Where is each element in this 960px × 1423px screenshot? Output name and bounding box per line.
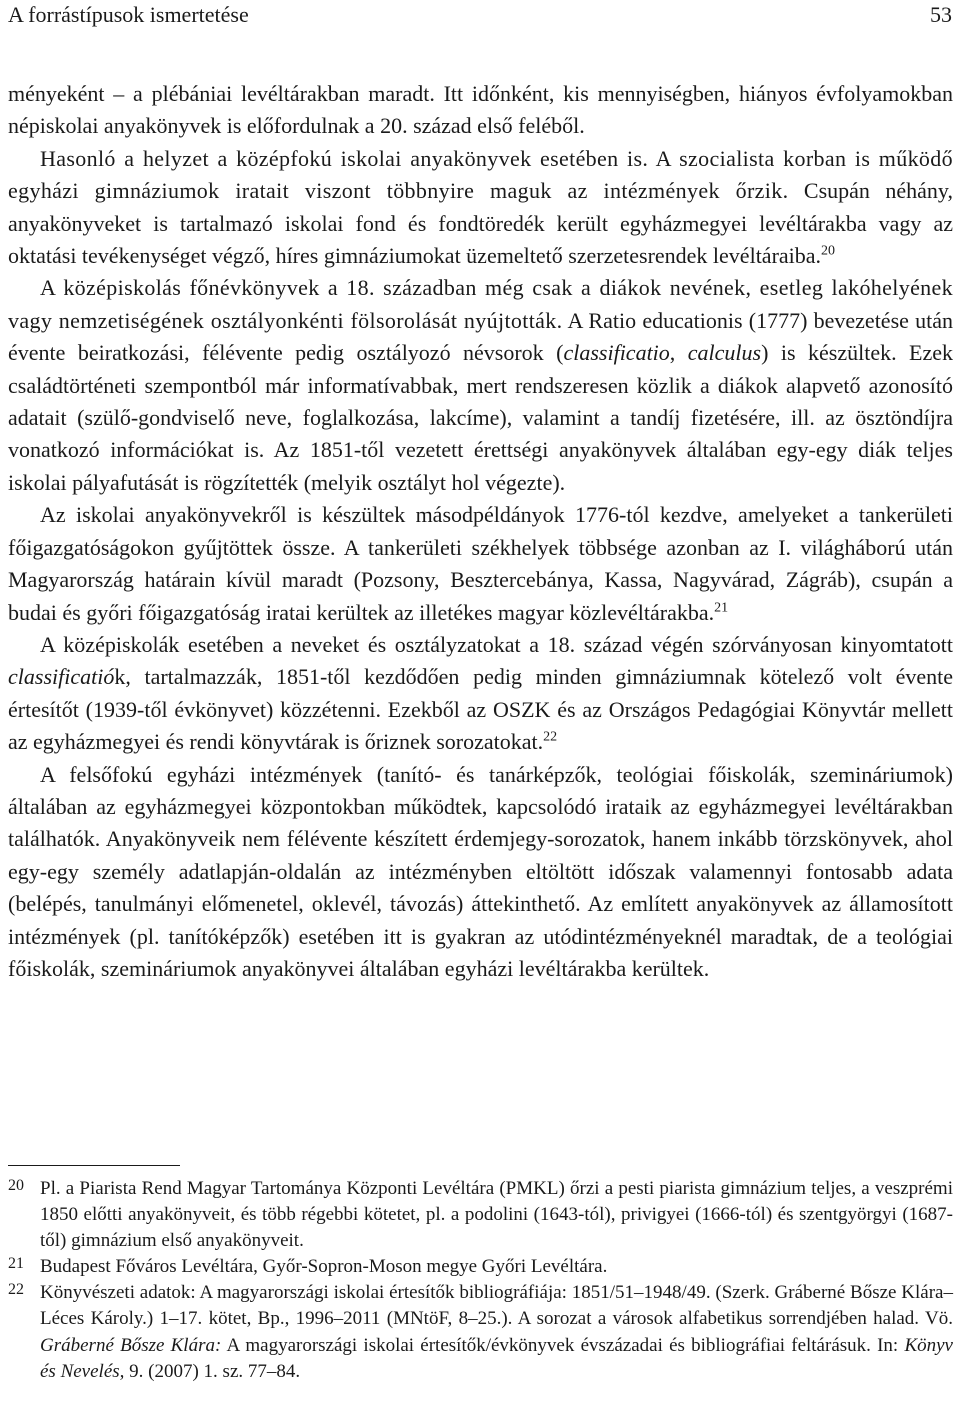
footnote-20 bbox=[8, 1176, 953, 1254]
paragraph bbox=[8, 143, 953, 273]
paragraph-text: A középiskolás főnévkönyvek a 18. században még csak a diákok nevének, esetleg lakóhelyének vagy nemzetiségének osztályonkénti fölsorolását nyújtották. bbox=[8, 275, 953, 333]
footnote-divider bbox=[8, 1165, 180, 1166]
paragraph-text: Az iskolai anyakönyvekről is készültek másodpéldányok 1776-tól kezdve, amelyeket a tankerületi főigazgatóságokon gyűjtöttek össze. A tankerületi székhelyek többsége azonban az I. világháború után Magyarország határain kívül maradt (Pozsony, Besztercebánya, Kassa, Nagyvárad, Zágráb), csupán a budai és győri főigazgatóság iratai kerültek az illetékes magyar közlevéltárakba. bbox=[8, 502, 953, 625]
paragraph-text: A Ratio educationis (1777) bevezetése után évente beiratkozási, félévente pedig osztályozó névsorok ( bbox=[8, 307, 954, 366]
paragraph bbox=[8, 78, 953, 143]
italic-term: classificatio bbox=[563, 340, 670, 366]
paragraph-text: , bbox=[669, 340, 688, 366]
footnote-text: A magyarországi iskolai értesítők/évkönyvek évszázadai és bibliográfiai feltárásuk. In: bbox=[221, 1334, 905, 1356]
italic-term: calculus bbox=[687, 340, 762, 366]
body-text bbox=[8, 78, 953, 985]
footnote-21 bbox=[8, 1254, 953, 1280]
footnote-ref[interactable]: 22 bbox=[543, 729, 558, 745]
footnote-author: Gráberné Bősze Klára: bbox=[40, 1334, 222, 1356]
paragraph bbox=[8, 272, 953, 499]
footnote-number: 22 bbox=[8, 1281, 24, 1299]
footnote-number: 21 bbox=[8, 1255, 24, 1273]
paragraph-text: k, tartalmazzák, 1851-től kezdődően pedig minden gimnáziumnak kötelező volt évente értesítőt (1939-től évkönyvet) közzétenni. Ezekből az OSZK és az Országos Pedagógiai Könyvtár mellett az egyházmegyei és rendi könyvtárak is őriznek sorozatokat. bbox=[8, 664, 953, 755]
footnote-22 bbox=[8, 1280, 953, 1384]
page-number: 53 bbox=[930, 2, 952, 27]
paragraph-text: ményeként – a plébániai levéltárakban maradt. Itt időnként, kis mennyiségben, hiányos évfolyamokban népiskolai anyakönyvek is előfordulnak a 20. század első feléből. bbox=[8, 81, 953, 139]
paragraph-text: Csupán néhány, anyakönyveket is tartalmazó iskolai fond és fondtöredék került egyházmegyei levéltárakba vagy az oktatási tevékenységet végző, híres gimnáziumokat üzemeltető szerzetesrendek levéltáraiba. bbox=[8, 178, 953, 269]
footnote-journal: Könyv és Nevelés, bbox=[40, 1334, 953, 1382]
paragraph bbox=[8, 499, 953, 629]
italic-term: classificatió bbox=[8, 664, 115, 690]
footnotes bbox=[8, 1176, 953, 1385]
footnote-text: Pl. a Piarista Rend Magyar Tartománya Központi Levéltára (PMKL) őrzi a pesti piarista gimnázium teljes, a veszprémi 1850 előtti anyakönyveit, és több régebbi kötetet, pl. a podolini (1643-tól), privigyei (1666-tól) és szentgyörgyi (1687-től) gimnázium első anyakönyveit. bbox=[40, 1178, 953, 1252]
paragraph bbox=[8, 759, 953, 986]
running-header bbox=[8, 0, 952, 30]
footnote-ref[interactable]: 21 bbox=[714, 600, 729, 616]
footnote-text: Könyvészeti adatok: A magyarországi iskolai értesítők bibliográfiája: 1851/51–1948/49. (Szerk. Gráberné Bősze Klára–Léces Károly.) 1–17. kötet, Bp., 1996–2011 (MNtöF, 8–25.). A sorozat a városok alfabetikus sorrendjében halad. Vö. bbox=[40, 1282, 953, 1330]
paragraph-text: A középiskolák esetében a neveket és osztályzatokat a 18. század végén szórványosan kinyomtatott bbox=[40, 631, 953, 657]
paragraph-text: Hasonló a helyzet a középfokú iskolai anyakönyvek esetében is. A szocialista korban is működő egyházi gimnáziumok iratait viszont többnyire maguk az intézmények őrzik. bbox=[8, 145, 953, 204]
section-title: A forrástípusok ismertetése bbox=[8, 2, 249, 27]
footnote-number: 20 bbox=[8, 1177, 24, 1194]
paragraph-text: ) is készültek. Ezek családtörténeti szempontból már informatívabbak, mert rendszeresen közlik a diákok alapvető azonosító adatait (szülő-gondviselő neve, foglalkozása, lakcíme), valamint a tandíj fizetésére, ill. az ösztöndíjra vonatkozó információkat is. Az 1851-től vezetett érettségi anyakönyvek általában egy-egy diák teljes iskolai pályafutását is rögzítették (melyik osztályt hol végezte). bbox=[8, 340, 954, 495]
paragraph-text: A felsőfokú egyházi intézmények (tanító- és tanárképzők, teológiai főiskolák, szemináriumok) általában az egyházmegyei központokban működtek, kapcsolódó irataik az egyházmegyei levéltárakban találhatók. Anyakönyveik nem félévente készített érdemjegy-sorozatok, hanem inkább törzskönyvek, ahol egy-egy személy adatlapján-oldalán az intézményben eltöltött időszak valamennyi fontosabb adata (belépés, tanulmányi előmenetel, oklevél, távozás) áttekinthető. Az említett anyakönyvek az államosított intézmények (pl. tanítóképzők) esetében itt is gyakran az utódintézményeknél maradtak, de a teológiai főiskolák, szemináriumok anyakönyvei általában egyházi levéltárakba kerültek. bbox=[8, 761, 953, 981]
footnote-text: 9. (2007) 1. sz. 77–84. bbox=[124, 1360, 301, 1382]
paragraph bbox=[8, 629, 953, 759]
footnote-ref[interactable]: 20 bbox=[821, 243, 836, 259]
footnote-text: Budapest Főváros Levéltára, Győr-Sopron-Moson megye Győri Levéltára. bbox=[40, 1256, 608, 1278]
